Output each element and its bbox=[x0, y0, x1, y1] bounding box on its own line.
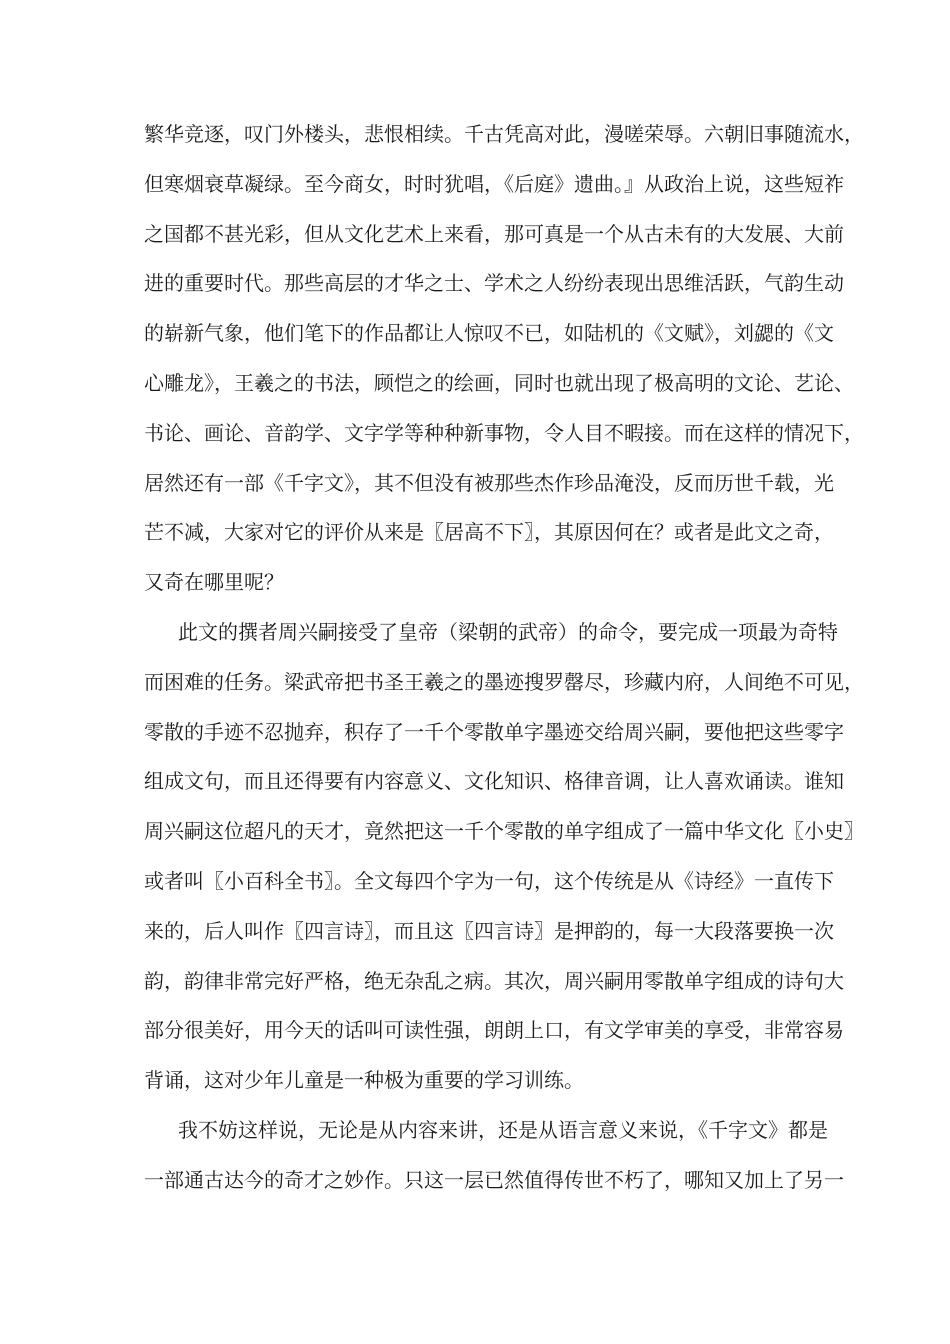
text-line: 部分很美好，用今天的话叫可读性强，朗朗上口，有文学审美的享受，非常容易 bbox=[144, 1018, 844, 1043]
text-line: 书论、画论、音韵学、文字学等种种新事物，令人目不暇接。而在这样的情况下， bbox=[144, 420, 864, 445]
text-line: 的崭新气象，他们笔下的作品都让人惊叹不已，如陆机的《文赋》，刘勰的《文 bbox=[144, 321, 834, 346]
text-line: 零散的手迹不忍抛弃，积存了一千个零散单字墨迹交给周兴嗣，要他把这些零字 bbox=[144, 719, 844, 744]
text-line: 来的，后人叫作〖四言诗〗，而且这〖四言诗〗是押韵的，每一大段落要换一次 bbox=[144, 918, 834, 943]
paragraph-1 bbox=[144, 110, 864, 608]
paragraph-3 bbox=[144, 1106, 844, 1206]
text-line: 芒不减，大家对它的评价从来是〖居高不下〗，其原因何在？或者是此文之奇， bbox=[144, 520, 834, 545]
text-line: 我不妨这样说，无论是从内容来讲，还是从语言意义来说，《千字文》都是 bbox=[178, 1117, 828, 1142]
text-line: 心雕龙》，王羲之的书法，顾恺之的绘画，同时也就出现了极高明的文论、艺论、 bbox=[144, 370, 854, 395]
text-line: 居然还有一部《千字文》，其不但没有被那些杰作珍品淹没，反而历世千载，光 bbox=[144, 470, 834, 495]
text-line: 繁华竞逐，叹门外楼头，悲恨相续。千古凭高对此，漫嗟荣辱。六朝旧事随流水， bbox=[144, 122, 864, 146]
text-line: 一部通古达今的奇才之妙作。只这一层已然值得传世不朽了，哪知又加上了另一 bbox=[144, 1167, 844, 1192]
text-line: 而困难的任务。梁武帝把书圣王羲之的墨迹搜罗罄尽，珍藏内府，人间绝不可见， bbox=[144, 669, 864, 694]
text-line: 韵，韵律非常完好严格，绝无杂乱之病。其次，周兴嗣用零散单字组成的诗句大 bbox=[144, 968, 844, 993]
text-line: 背诵，这对少年儿童是一种极为重要的学习训练。 bbox=[144, 1068, 584, 1093]
paragraph-2 bbox=[144, 608, 864, 1106]
text-line: 但寒烟衰草凝绿。至今商女，时时犹唱，《后庭》遗曲。』从政治上说，这些短祚 bbox=[144, 171, 844, 196]
text-line: 之国都不甚光彩，但从文化艺术上来看，那可真是一个从古未有的大发展、大前 bbox=[144, 221, 844, 246]
document-body bbox=[144, 110, 864, 1206]
text-line: 此文的撰者周兴嗣接受了皇帝（梁朝的武帝）的命令，要完成一项最为奇特 bbox=[178, 619, 838, 644]
text-line: 周兴嗣这位超凡的天才，竟然把这一千个零散的单字组成了一篇中华文化〖小史〗 bbox=[144, 819, 864, 844]
text-line: 或者叫〖小百科全书〗。全文每四个字为一句，这个传统是从《诗经》一直传下 bbox=[144, 868, 834, 893]
text-line: 组成文句，而且还得要有内容意义、文化知识、格律音调，让人喜欢诵读。谁知 bbox=[144, 769, 844, 794]
text-line: 又奇在哪里呢？ bbox=[144, 570, 284, 595]
text-line: 进的重要时代。那些高层的才华之士、学术之人纷纷表现出思维活跃，气韵生动 bbox=[144, 271, 844, 296]
